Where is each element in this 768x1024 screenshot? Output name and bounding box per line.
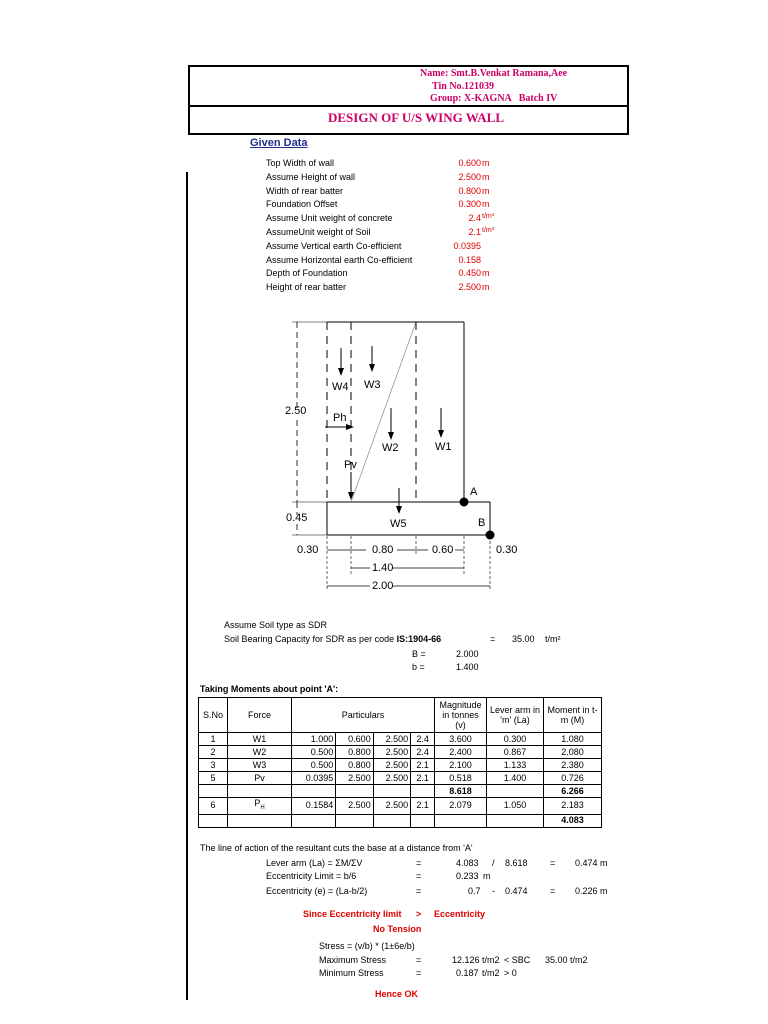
cell-p1: 0.0395	[292, 772, 336, 785]
ph-p1: 0.1584	[292, 798, 336, 815]
given-unit: t/m³	[482, 213, 495, 221]
ph-p4: 2.1	[411, 798, 435, 815]
page-title: DESIGN OF U/S WING WALL	[328, 110, 505, 125]
base-b-label: b =	[412, 662, 425, 672]
given-label: Assume Horizontal earth Co-efficient	[266, 254, 413, 265]
given-value: 2.500	[458, 171, 481, 182]
lever-unit: m	[600, 858, 608, 868]
total-moment: 6.266	[544, 785, 602, 798]
min-stress-eq: =	[416, 968, 422, 978]
ecc-minus: -	[492, 886, 495, 896]
min-stress-label: Minimum Stress	[319, 968, 384, 978]
given-label: AssumeUnit weight of Soil	[266, 227, 371, 237]
dim-offset-left: 0.30	[297, 544, 319, 556]
lever-eq2: =	[550, 858, 556, 868]
stress-formula: Stress = (v/b) * (1±6e/b)	[319, 941, 415, 951]
sbc-code: IS:1904-66	[396, 634, 442, 644]
cell-sno: 1	[199, 733, 228, 746]
lever-result: 0.474	[575, 858, 598, 868]
cell-p3: 2.500	[373, 772, 410, 785]
ph-moment: 2.183	[544, 798, 602, 815]
soil-type: Assume Soil type as SDR	[224, 620, 328, 630]
max-stress-eq: =	[416, 955, 422, 965]
sbc-equals: =	[490, 634, 496, 644]
given-unit: m	[482, 199, 490, 210]
cell-moment: 1.080	[544, 733, 602, 746]
base-B-value: 2.000	[456, 649, 479, 659]
base-b-value: 1.400	[456, 662, 479, 672]
table-row	[199, 772, 602, 785]
resultant-intro: The line of action of the resultant cuts the base at a distance from 'A'	[200, 843, 473, 853]
given-unit: m	[482, 268, 490, 279]
given-label: Assume Vertical earth Co-efficient	[266, 240, 402, 251]
cell-lever: 1.400	[487, 772, 544, 785]
base-B-label: B =	[412, 649, 426, 659]
cell-lever: 0.300	[487, 733, 544, 746]
lever-div: /	[492, 858, 495, 868]
th-moment: Moment in t-m (M)	[544, 698, 602, 733]
header-group: Group: X-KAGNA Batch IV	[430, 93, 558, 104]
lever-label: Lever arm (La) = ΣM/ΣV	[266, 858, 363, 868]
cell-force: W2	[228, 746, 292, 759]
given-data-heading: Given Data	[250, 137, 308, 149]
lever-eq: =	[416, 858, 422, 868]
given-value: 0.450	[458, 268, 481, 279]
min-stress-value: 0.187	[456, 968, 479, 978]
ecc-limit-label: Eccentricity Limit = b/6	[266, 871, 357, 881]
sbc-line	[224, 634, 441, 644]
hence-ok: Hence OK	[375, 989, 419, 999]
ph-p2: 2.500	[336, 798, 373, 815]
given-label: Height of rear batter	[266, 282, 347, 293]
cell-p2: 0.800	[336, 746, 373, 759]
ecc-unit: m	[600, 886, 608, 896]
cell-p2: 0.800	[336, 759, 373, 772]
cell-p2: 0.600	[336, 733, 373, 746]
given-value: 0.600	[458, 158, 481, 168]
sbc-value: 35.00	[512, 634, 535, 644]
dim-2-00: 2.00	[372, 580, 394, 592]
ph-force: $P_H$	[228, 798, 292, 815]
label-w5: W5	[390, 518, 407, 530]
net-moment: 4.083	[544, 814, 602, 827]
ecc-eq2: =	[550, 886, 556, 896]
cell-mag: 2.100	[435, 759, 487, 772]
cell-moment: 2.380	[544, 759, 602, 772]
dim-wall-height: 2.50	[285, 405, 307, 417]
given-value: 2.500	[458, 282, 481, 293]
label-w4: W4	[332, 381, 349, 393]
total-magnitude: 8.618	[435, 785, 487, 798]
moments-table	[198, 697, 602, 828]
given-unit: m	[482, 185, 490, 196]
cell-moment: 2.080	[544, 746, 602, 759]
cell-p3: 2.500	[373, 733, 410, 746]
cell-p3: 2.500	[373, 746, 410, 759]
label-point-b: B	[478, 517, 486, 529]
cell-p4: 2.4	[411, 733, 435, 746]
given-value: 0.800	[458, 185, 481, 196]
cell-force: Pv	[228, 772, 292, 785]
given-label: Depth of Foundation	[266, 268, 348, 279]
lever-a: 4.083	[456, 858, 479, 868]
eccentricity-word: Eccentricity	[434, 909, 486, 919]
cell-p4: 2.1	[411, 772, 435, 785]
th-lever: Lever arm in 'm' (La)	[487, 698, 544, 733]
greater-than: >	[416, 909, 422, 919]
cell-p1: 0.500	[292, 759, 336, 772]
header-tin: Tin No.121039	[432, 81, 495, 92]
cell-force: W3	[228, 759, 292, 772]
ecc-result: 0.226	[575, 886, 598, 896]
table-row	[199, 746, 602, 759]
table-row	[199, 798, 602, 815]
ecc-limit-value: 0.233	[456, 871, 479, 881]
header-name: Name: Smt.B.Venkat Ramana,Aee	[420, 68, 568, 79]
given-value: 0.0395	[453, 240, 481, 251]
cell-p4: 2.4	[411, 746, 435, 759]
ecc-eq: =	[416, 886, 422, 896]
cell-sno: 2	[199, 746, 228, 759]
since-ecc-limit: Since Eccentricity limit	[303, 909, 402, 919]
given-unit: m	[482, 282, 490, 293]
max-stress-label: Maximum Stress	[319, 955, 387, 965]
given-label: Assume Height of wall	[266, 171, 356, 182]
no-tension: No Tension	[373, 924, 422, 934]
given-value: 0.300	[458, 199, 481, 210]
max-stress-compare: < SBC	[504, 955, 531, 965]
label-pv: Pv	[344, 459, 357, 471]
th-particulars: Particulars	[292, 698, 435, 733]
ecc-limit-unit: m	[483, 871, 491, 881]
cell-mag: 2.400	[435, 746, 487, 759]
label-ph: Ph	[333, 412, 347, 424]
given-label: Top Width of wall	[266, 158, 335, 168]
dim-foundation-depth: 0.45	[286, 512, 308, 524]
dim-top-width: 0.60	[432, 544, 454, 556]
dim-offset-right: 0.30	[496, 544, 518, 556]
label-w3: W3	[364, 379, 381, 391]
ph-lever: 1.050	[487, 798, 544, 815]
cell-p4: 2.1	[411, 759, 435, 772]
min-stress-unit: t/m2	[482, 968, 500, 978]
given-value: 2.4	[468, 213, 481, 224]
ecc-limit-eq: =	[416, 871, 422, 881]
th-sno: S.No	[199, 698, 228, 733]
sbc-label: Soil Bearing Capacity for SDR as per code	[224, 634, 397, 644]
cell-sno: 5	[199, 772, 228, 785]
table-row	[199, 733, 602, 746]
ph-sno: 6	[199, 798, 228, 815]
cell-p2: 2.500	[336, 772, 373, 785]
label-point-a: A	[470, 486, 478, 498]
given-unit: m	[482, 171, 490, 182]
given-unit: m	[482, 158, 490, 168]
max-stress-value: 12.126	[452, 955, 480, 965]
label-w2: W2	[382, 442, 399, 454]
moments-heading: Taking Moments about point 'A':	[200, 684, 339, 694]
cell-force: W1	[228, 733, 292, 746]
max-stress-unit: t/m2	[482, 955, 500, 965]
table-row	[199, 759, 602, 772]
given-label: Foundation Offset	[266, 199, 338, 210]
th-magnitude: Magnitude in tonnes (v)	[435, 698, 487, 733]
sbc-unit: t/m²	[545, 634, 561, 644]
lever-b: 8.618	[505, 858, 528, 868]
table-row	[199, 814, 602, 827]
dim-batter: 0.80	[372, 544, 394, 556]
ecc-b: 0.474	[505, 886, 528, 896]
dim-1-40: 1.40	[372, 562, 394, 574]
cell-moment: 0.726	[544, 772, 602, 785]
cell-mag: 0.518	[435, 772, 487, 785]
cell-lever: 0.867	[487, 746, 544, 759]
cell-mag: 3.600	[435, 733, 487, 746]
ph-p3: 2.500	[373, 798, 410, 815]
given-value: 2.1	[468, 227, 481, 237]
sbc-reference: 35.00 t/m2	[545, 955, 588, 965]
min-stress-compare: > 0	[504, 968, 517, 978]
th-force: Force	[228, 698, 292, 733]
table-header-row	[199, 698, 602, 733]
cell-p1: 1.000	[292, 733, 336, 746]
cell-sno: 3	[199, 759, 228, 772]
given-value: 0.158	[458, 254, 481, 265]
table-row	[199, 785, 602, 798]
cell-lever: 1.133	[487, 759, 544, 772]
ph-magnitude: 2.079	[435, 798, 487, 815]
given-label: Assume Unit weight of concrete	[266, 213, 393, 224]
ecc-a: 0.7	[468, 886, 481, 896]
given-unit: t/m³	[482, 227, 495, 234]
label-w1: W1	[435, 441, 452, 453]
given-label: Width of rear batter	[266, 185, 344, 196]
cell-p1: 0.500	[292, 746, 336, 759]
cell-p3: 2.500	[373, 759, 410, 772]
ecc-label: Eccentricity (e) = (La-b/2)	[266, 886, 368, 896]
